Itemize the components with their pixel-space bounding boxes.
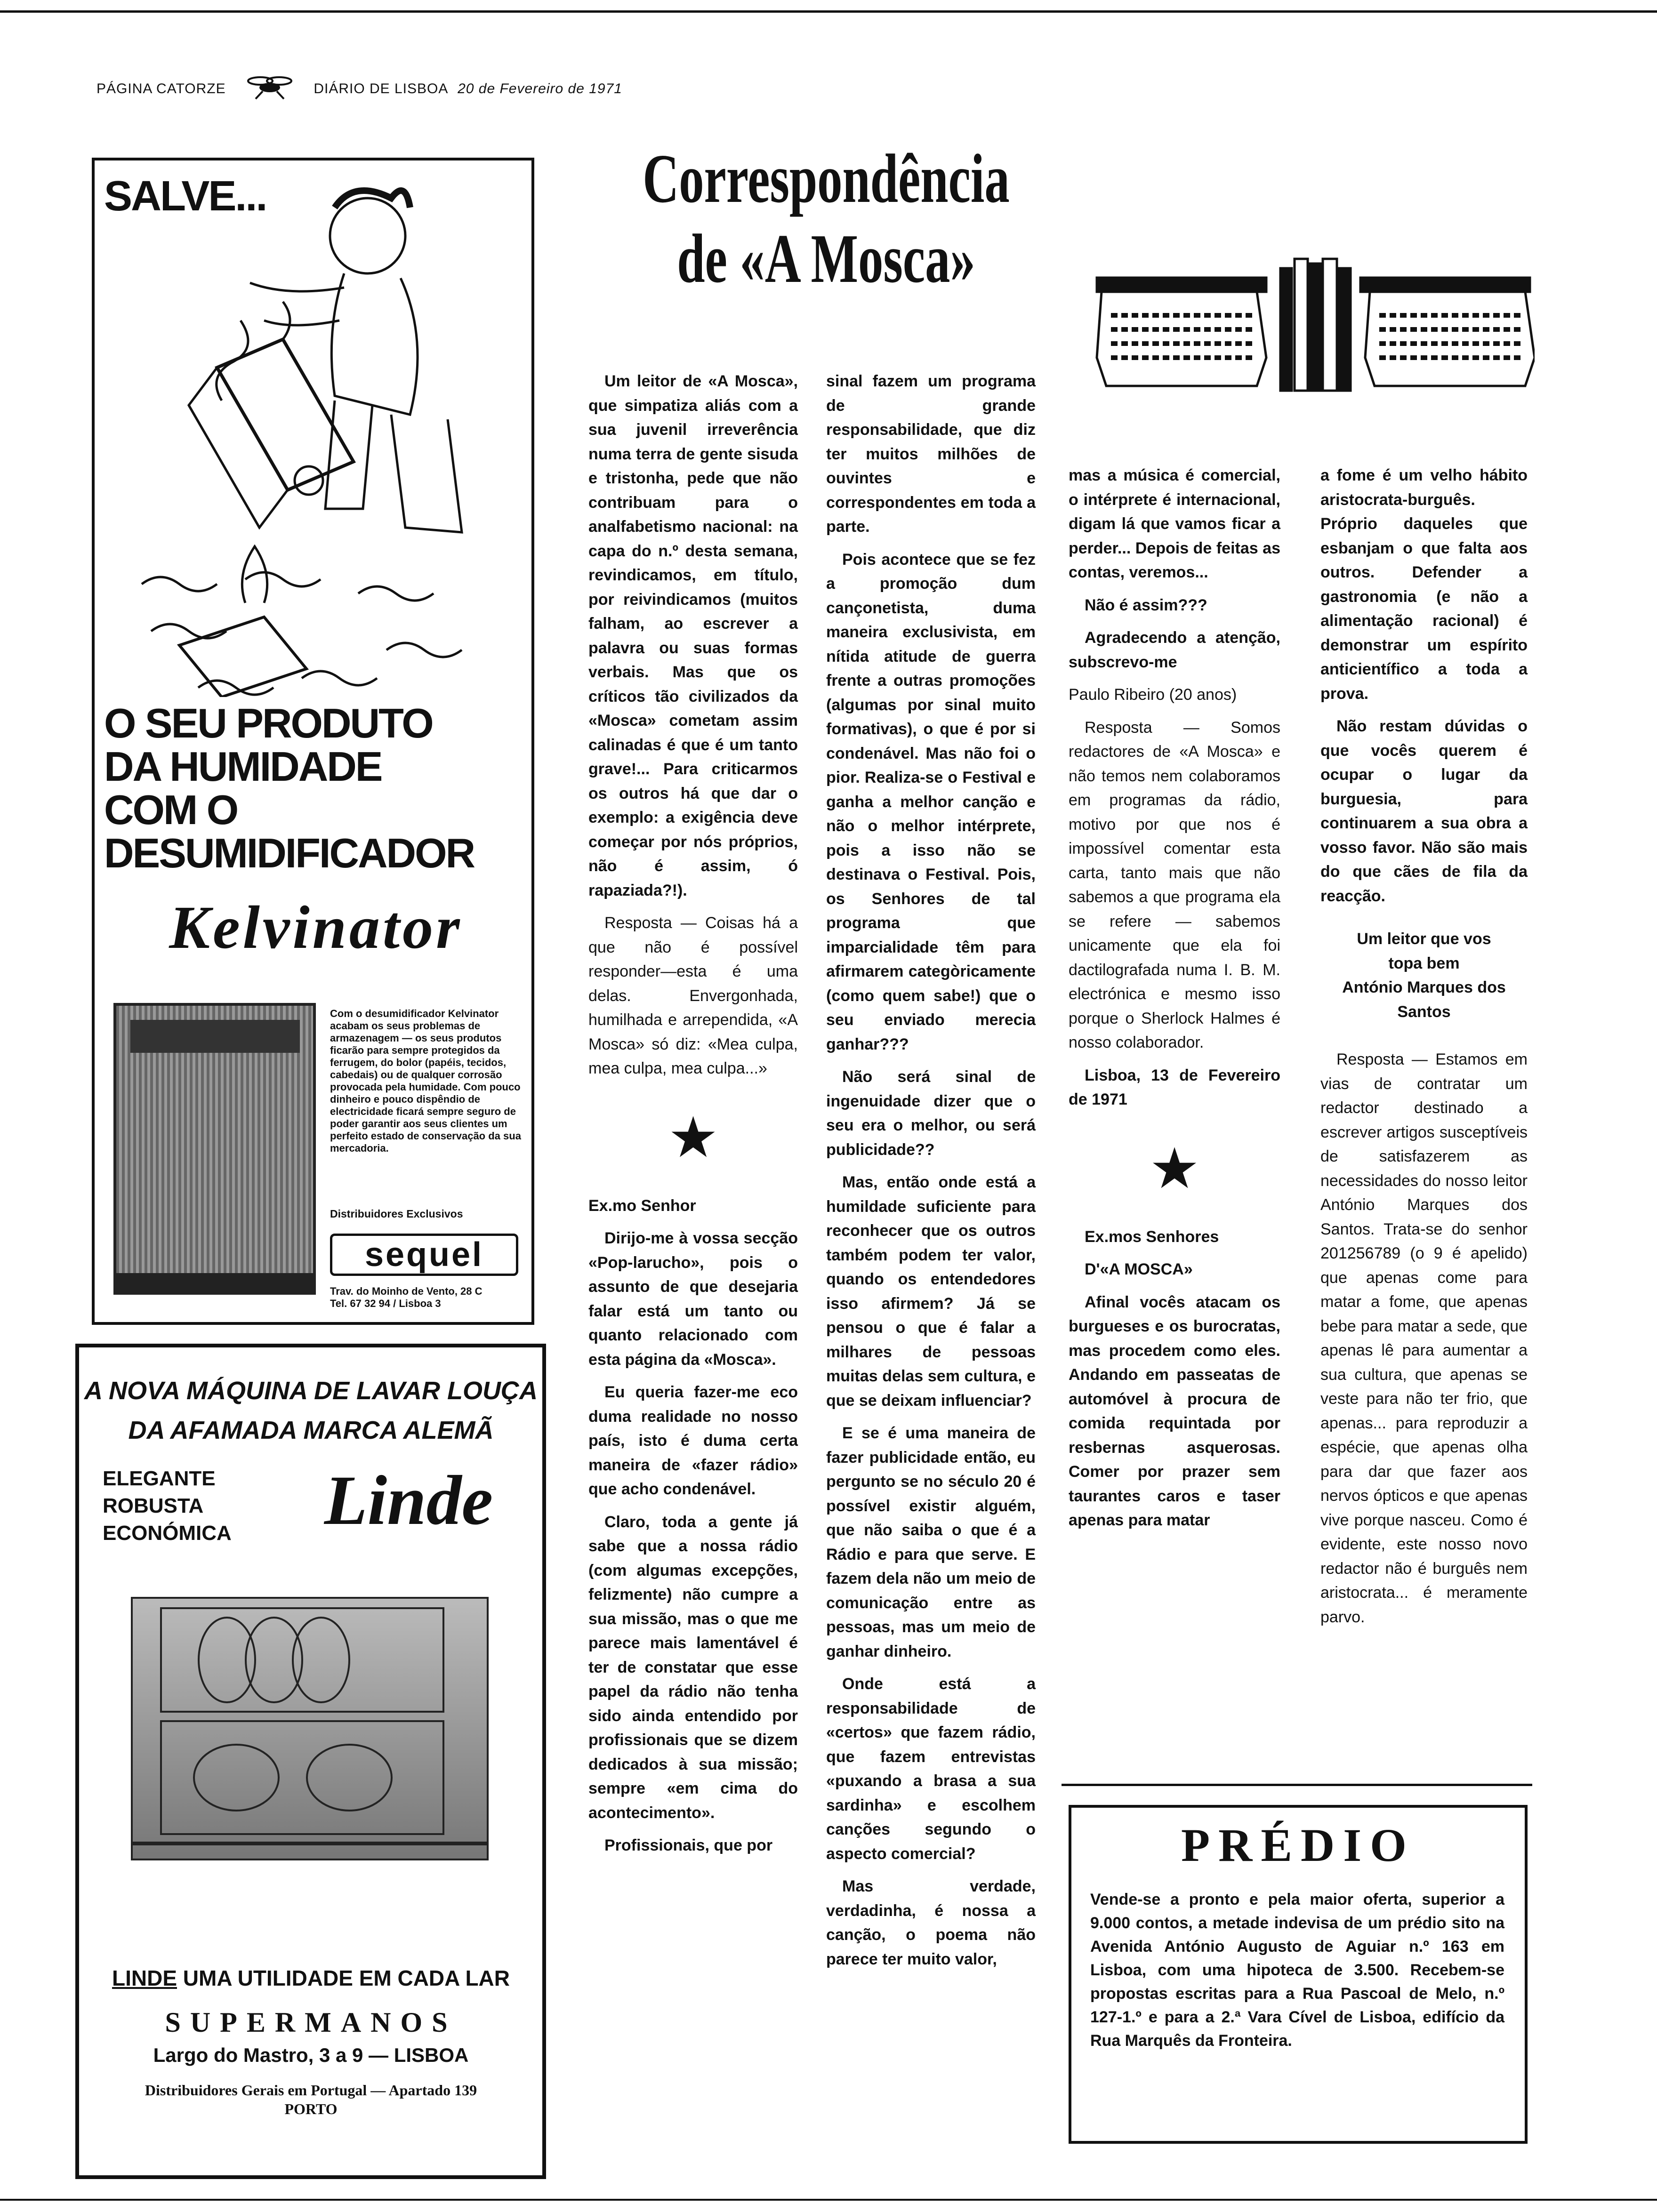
top-rule — [0, 10, 1657, 13]
title-line: Correspondência — [643, 140, 1010, 217]
reply-paragraph: Resposta — Coisas há a que não é possível responder—esta é uma delas. Envergonhada, humilhada e arrependida, «A Mosca» só diz: «Mea culpa, mea culpa, mea culpa...» — [588, 914, 798, 1077]
letter-salutation: Ex.mos Senhores — [1085, 1227, 1219, 1246]
reply-paragraph: Resposta — Somos redactores de «A Mosca» e não temos nem colaboramos em programas da rádio, motivo por que nos é impossível comentar esta carta, tanto mais que não sabemos a que programa ela se refere — sabemos unicamente que ela foi dactilografada numa I. B. M. electrónica e mesmo isso porque o Sherlock Halmes é nosso colaborador. — [1069, 718, 1280, 1051]
letter-paragraph: Claro, toda a gente já sabe que a nossa rádio (com algumas excepções, felizmente) não cumpre a sua missão, mas o que me parece mais lamentável é ter de constatar que esse papel da rádio não tenha sido ainda entendido por profissionais que se dizem dedicados à sua missão; sempre «em cima do acontecimento». — [588, 1513, 798, 1822]
typewriters-illustration — [1092, 249, 1535, 400]
dateline: Lisboa, 13 de Fevereiro de 1971 — [1069, 1066, 1280, 1108]
letter-paragraph: Pois acontece que se fez a promoção dum cançonetista, duma maneira exclusivista, em nítida atitude de guerra frente a outras promoções (algumas por sinal muito formativas), o que é por si condenável. Mas não foi o pior. Realiza-se o Festival e ganha a melhor canção e não o melhor intérprete, pois a isso não se destinava o Festival. Pois, os Senhores de tal programa que imparcialidade têm para afirmarem categòricamente (como quem sabe!) que o seu enviado merecia ganhar??? — [826, 550, 1036, 1053]
letter-paragraph: Eu queria fazer-me eco duma realidade no nosso país, isto é duma certa maneira de «fazer rádio» que acho condenável. — [588, 1383, 798, 1498]
letter-salutation: Ex.mo Senhor — [588, 1196, 696, 1215]
letter-paragraph: a fome é um velho hábito aristocrata-burguês. Próprio daqueles que esbanjam o que falta aos outros. Defender a gastronomia (e não a alimentação racional) é demonstrar um espírito anticientífico a toda a prova. — [1320, 466, 1528, 703]
feature-item: ROBUSTA — [103, 1494, 204, 1517]
letter-signature — [1320, 927, 1528, 1024]
sequel-logo: sequel — [330, 1234, 518, 1276]
signature-line: topa bem — [1388, 954, 1460, 972]
signature-line: Um leitor que vos — [1357, 930, 1491, 948]
letter-paragraph: Agradecendo a atenção, subscrevo-me — [1069, 629, 1280, 671]
cartoon-illustration — [123, 179, 499, 697]
paper-name: DIÁRIO DE LISBOA — [314, 80, 448, 96]
letter-paragraph: Não é assim??? — [1085, 596, 1207, 614]
address-line: Tel. 67 32 94 / Lisboa 3 — [330, 1298, 441, 1309]
ad-headline: SALVE... — [104, 173, 266, 220]
letter-paragraph: Afinal vocês atacam os burgueses e os burocratas, mas procedem como eles. Andando em passeatas de automóvel à procura de comida requintada por resbernas asquerosas. Comer por prazer sem taurantes caros e taser apenas para matar — [1069, 1293, 1280, 1529]
distributors-label: Distribuidores Exclusivos — [330, 1208, 463, 1220]
letter-paragraph: Profissionais, que por — [604, 1836, 773, 1854]
feature-item: ELEGANTE — [103, 1467, 216, 1490]
predio-title: PRÉDIO — [1181, 1819, 1415, 1871]
issue-date: 20 de Fevereiro de 1971 — [458, 80, 622, 96]
tagline-brand: LINDE — [112, 1966, 177, 1990]
dehumidifier-photo — [113, 1003, 316, 1295]
article-column-3 — [1069, 464, 1280, 1541]
slogan-line: COM O — [104, 786, 238, 833]
star-divider-icon: ★ — [668, 1106, 719, 1169]
distributor-address — [330, 1285, 528, 1310]
ad-body: Com o desumidificador Kelvinator acabam os seus problemas de armazenagem — os seus produtos ficarão para sempre protegidos da ferrugem, do bolor (papéis, tecidos, cabedais) ou de qualquer corrosão provocada pela humidade. Com pouco dinheiro e pouco dispêndio de electricidade ficará sempre seguro de poder garantir aos seus clientes um perfeito estado de conservação da sua mercadoria. — [330, 1008, 521, 1154]
article-column-4 — [1320, 464, 1528, 1638]
tagline-text: UMA UTILIDADE EM CADA LAR — [183, 1966, 510, 1990]
letter-paragraph: Não restam dúvidas o que vocês querem é ocupar o lugar da burguesia, para continuarem a sua obra a vosso favor. Não são mais do que cães de fila da reacção. — [1320, 717, 1528, 905]
headline-line: A NOVA MÁQUINA DE LAVAR LOUÇA — [84, 1377, 538, 1405]
article-column-2 — [826, 369, 1036, 1980]
brand-logo: Kelvinator — [169, 894, 463, 962]
headline-line: DA AFAMADA MARCA ALEMÃ — [128, 1416, 494, 1444]
linde-logo: Linde — [324, 1461, 493, 1539]
signature-line: Santos — [1397, 1002, 1451, 1021]
linde-headline — [79, 1371, 543, 1450]
linde-features — [103, 1465, 291, 1547]
letter-paragraph: mas a música é comercial, o intérprete é internacional, digam lá que vamos ficar a perder... Depois de feitas as contas, veremos... — [1069, 466, 1280, 581]
dealer-address: Largo do Mastro, 3 a 9 — LISBOA — [153, 2044, 469, 2066]
predio-body: Vende-se a pronto e pela maior oferta, superior a 9.000 contos, a metade indevisa de um prédio sito na Avenida António Augusto de Aguiar n.º 163 em Lisboa, com uma hipoteca de 3.500. Recebem-se propostas escritas para a Rua Pascoal de Melo, n.º 127-1.º e para a 2.ª Vara Cível de Lisboa, edifício da Rua Marquês da Fronteira. — [1090, 1891, 1504, 2050]
letter-paragraph: Um leitor de «A Mosca», que simpatiza aliás com a sua juvenil irreverência numa terra de gente sisuda e tristonha, pede que não contribuam para o analfabetismo nacional: na capa do n.º desta semana, revindicamos, em título, por reivindicamos (muitos falham, ao escrever a palavra ou suas formas verbais. Mas que os críticos tão civilizados da «Mosca» cometam assim calinadas é que é um tanto grave!... Para criticarmos os outros há que dar o exemplo: a exigência deve começar por nós próprios, não é assim, ó rapaziada?!). — [588, 372, 798, 899]
running-header — [97, 74, 708, 98]
slogan-line: DA HUMIDADE — [104, 743, 382, 790]
bottom-rule — [0, 2199, 1657, 2201]
letter-paragraph: Não será sinal de ingenuidade dizer que o seu era o melhor, ou será publicidade?? — [826, 1068, 1036, 1159]
reply-paragraph: Resposta — Estamos em vias de contratar um redactor destinado a escrever artigos susceptíveis de satisfazerem as necessidades do nosso leitor António Marques dos Santos. Trata-se do senhor 201256789 (o 9 é apelido) que apenas come para matar a fome, que apenas bebe para matar a sede, que apenas lê para aumentar a sua cultura, que apenas se veste para não ter frio, que apenas... para reproduzir a espécie, que apenas olha para dar que fazer aos nervos ópticos e que apenas vive porque nasceu. Como é evidente, este nosso novo redactor não é burguês nem aristocrata... é meramente parvo. — [1320, 1050, 1528, 1626]
linde-tagline — [79, 1964, 543, 1992]
slogan-line: DESUMIDIFICADOR — [104, 830, 475, 876]
dealer-name: SUPERMANOS — [165, 2007, 457, 2038]
article-column-1 — [588, 369, 798, 1867]
letter-paragraph: sinal fazem um programa de grande responsabilidade, que diz ter muitos milhões de ouvintes e correspondentes em toda a parte. — [826, 372, 1036, 536]
fly-icon — [241, 74, 298, 104]
star-divider-icon: ★ — [1149, 1137, 1200, 1200]
distributor-city: PORTO — [284, 2100, 338, 2117]
letter-paragraph: Onde está a responsabilidade de «certos» que fazem rádio, que fazem entrevistas «puxando a brasa a sua sardinha» e escolhem canções segundo o aspecto comercial? — [826, 1675, 1036, 1863]
predio-ad — [1069, 1805, 1528, 2144]
letter-addressee: D'«A MOSCA» — [1085, 1260, 1193, 1278]
linde-ad — [75, 1344, 546, 2179]
letter-paragraph: E se é uma maneira de fazer publicidade então, eu pergunto se no século 20 é possível existir alguém, que não saiba o que é a Rádio e para que serve. E fazem dela não um meio de comunicação entre as pessoas, mas um meio de ganhar dinheiro. — [826, 1424, 1036, 1660]
page-number: PÁGINA CATORZE — [97, 80, 226, 96]
article-title — [631, 139, 1021, 299]
general-distributors: Distribuidores Gerais em Portugal — Apartado 139 — [145, 2082, 477, 2099]
letter-paragraph: Mas, então onde está a humildade suficiente para reconhecer que os outros também podem ter valor, quando os entendedores isso afirmem? Já se pensou o que é falar a milhares de pessoas muitas delas sem cultura, e que se deixam influenciar? — [826, 1173, 1036, 1410]
letter-paragraph: Dirijo-me à vossa secção «Pop-larucho», pois o assunto de que desejaria falar está um tanto ou quanto relacionado com esta página da «Mosca». — [588, 1229, 798, 1369]
kelvinator-ad — [92, 158, 534, 1325]
dishwasher-photo — [131, 1597, 489, 1860]
slogan-line: O SEU PRODUTO — [104, 700, 433, 746]
signature-line: António Marques dos — [1342, 978, 1506, 996]
address-line: Trav. do Moinho de Vento, 28 C — [330, 1285, 483, 1297]
feature-item: ECONÓMICA — [103, 1522, 232, 1545]
section-divider — [1062, 1784, 1532, 1786]
letter-signature: Paulo Ribeiro (20 anos) — [1069, 686, 1237, 704]
title-line: de «A Mosca» — [677, 220, 975, 297]
letter-paragraph: Mas verdade, verdadinha, é nossa a canção, o poema não parece ter muito valor, — [826, 1877, 1036, 1968]
ad-slogan — [104, 702, 528, 875]
